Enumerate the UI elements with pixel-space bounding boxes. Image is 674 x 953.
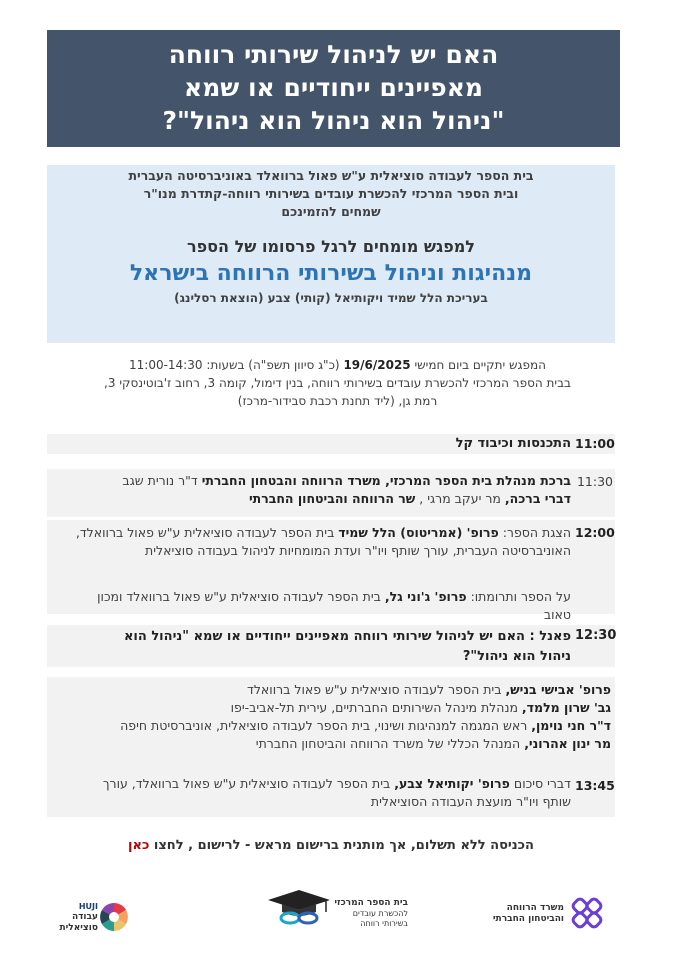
host-line-2: ובית הספר המרכזי להכשרת עובדים בשירותי רווחה-קתדרת מנו"ר xyxy=(143,186,519,201)
title-line-3: "ניהול הוא ניהול הוא ניהול"? xyxy=(162,106,505,135)
event-title-banner xyxy=(47,30,620,147)
schedule-time: 11:30 xyxy=(576,474,613,489)
ministry-knot-icon xyxy=(569,895,605,931)
event-details xyxy=(60,356,615,410)
schedule-item-panel: 12:30 פאנל : האם יש לניהול שירותי רווחה מאפיינים ייחודיים או שמא "ניהול הוא ניהול הוא ניהול"? xyxy=(47,625,615,667)
schedule-item-greetings: 11:30 ברכת מנהלת בית הספר המרכזי, משרד הרווחה והבטחון החברתי ד"ר נורית שגב דברי ברכה, מר יעקב מרגי , שר הרווחה והביטחון החברתי xyxy=(47,469,615,517)
event-date: 19/6/2025 xyxy=(343,358,411,372)
panelist: פרופ' אבישי בניש, בית הספר לעבודה סוציאלית ע"ש פאול ברוואלד xyxy=(247,682,611,697)
event-location-line-2: רמת גן, (ליד תחנת רכבת סבידור-מרכז) xyxy=(237,394,438,408)
schedule-text: התכנסות וכיבוד קל xyxy=(455,436,571,451)
event-location-line: בבית הספר המרכזי להכשרת עובדים בשירותי רווחה, בנין דימול, קומה 3, רחוב ז'בוטינסקי 3, xyxy=(104,376,571,390)
schedule-item-panelists-summary: 13:45 פרופ' אבישי בניש, בית הספר לעבודה סוציאלית ע"ש פאול ברוואלד גב' שרון מלמד, מנהלת מינהל השירותים החברתיים, עירית תל-אביב-יפו ד"ר חני נוימן, ראש המגמה למנהיגות ושינוי, בית הספר לעבודה סוציאלית, אוניברסיטת חיפה מר ינון אהרוני, המנהל הכללי של משרד הרווחה והביטחון החברתי דברי סיכום פרופ' יקותיאל צבע, בית הספר לעבודה סוציאלית ע"ש פאול ברוואלד, עורך שותף ויו"ר מועצת העבודה הסוציאלית xyxy=(47,677,615,817)
registration-note: הכניסה ללא תשלום, אך מותנית ברישום מראש - לרישום , לחצו כאן xyxy=(128,838,534,853)
central-school-logo: בית הספר המרכזי להכשרת עובדים בשירותי רווחה xyxy=(258,888,408,943)
huji-brand: HUJI xyxy=(78,902,98,911)
invitation-box xyxy=(47,165,615,343)
registration-link[interactable]: כאן xyxy=(128,838,150,853)
title-line-1: האם יש לניהול שירותי רווחה xyxy=(168,40,499,69)
host-line-3: שמחים להזמינכם xyxy=(281,204,381,219)
schedule-item-gathering xyxy=(47,434,615,454)
book-launch-subtitle: למפגש מומחים לרגל פרסומו של הספר xyxy=(187,237,475,256)
schedule-item-book-presentation: 12:00 הצגת הספר: פרופ' (אמריטוס) הלל שמיד בית הספר לעבודה סוציאלית ע"ש פאול ברוואלד, האוניברסיטה העברית, עורך שותף ויו"ר ועדת המומחיות לניהול בעבודה סוציאלית על הספר ותרומתו: פרופ' ג'וני גל, בית הספר לעבודה סוציאלית ע"ש פאול ברוואלד ומכון טאוב xyxy=(47,520,615,614)
panelist: מר ינון אהרוני, המנהל הכללי של משרד הרווחה והביטחון החברתי xyxy=(255,736,611,751)
panelist: ד"ר חני נוימן, ראש המגמה למנהיגות ושינוי, בית הספר לעבודה סוציאלית, אוניברסיטת חיפה xyxy=(120,718,611,733)
summary-line: דברי סיכום פרופ' יקותיאל צבע, בית הספר לעבודה סוציאלית ע"ש פאול ברוואלד, עורך xyxy=(102,776,571,791)
huji-social-work-logo: HUJI עבודה סוציאלית xyxy=(30,895,150,940)
schedule-time: 11:00 xyxy=(575,436,615,451)
book-title: מנהיגות וניהול בשירותי הרווחה בישראל xyxy=(129,261,533,286)
graduation-cap-icon xyxy=(264,888,334,926)
ministry-welfare-logo: משרד הרווחה והביטחון החברתי xyxy=(480,893,610,933)
host-line-1: בית הספר לעבודה סוציאלית ע"ש פאול ברוואלד באוניברסיטה העברית xyxy=(128,168,534,183)
panelist: גב' שרון מלמד, מנהלת מינהל השירותים החברתיים, עירית תל-אביב-יפו xyxy=(230,700,611,715)
book-editors: בעריכת הלל שמיד ויקותיאל (קותי) צבע (הוצאת רסלינג) xyxy=(174,291,488,305)
title-line-2: מאפיינים ייחודיים או שמא xyxy=(184,73,483,102)
schedule-time: 13:45 xyxy=(575,778,615,793)
schedule-time: 12:00 xyxy=(575,525,615,540)
schedule-time: 12:30 xyxy=(575,628,617,643)
event-date-line: המפגש יתקיים ביום חמישי 19/6/2025 (כ"ג סיוון תשפ"ה) בשעות: 11:00-14:30 xyxy=(129,358,546,372)
